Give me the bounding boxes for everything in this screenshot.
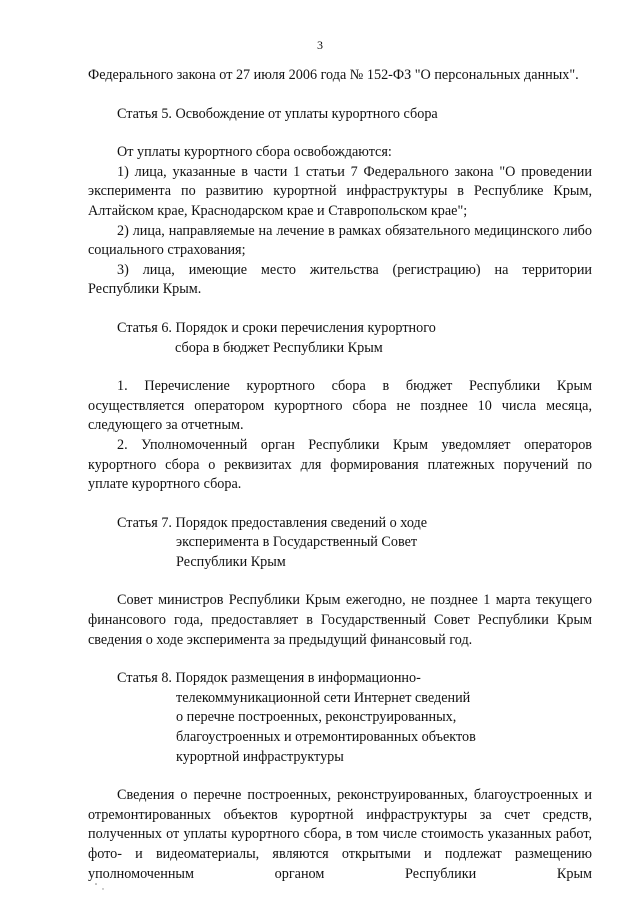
article-heading-line: курортной инфраструктуры <box>176 748 344 765</box>
article-8-heading <box>117 669 592 767</box>
article-5-item-2: 2) лица, направляемые на лечение в рамках обязательного медицинского либо социального страхования; <box>88 222 592 259</box>
document-body <box>88 66 592 884</box>
scan-dots <box>90 880 120 894</box>
article-5-heading <box>117 105 592 125</box>
page-number: 3 <box>317 38 323 52</box>
article-7-heading <box>117 514 592 573</box>
article-heading-line: благоустроенных и отремонтированных объектов <box>176 729 476 746</box>
article-heading-line: Республики Крым <box>176 553 286 570</box>
article-8-paragraph-1: Сведения о перечне построенных, реконструированных, благоустроенных и отремонтированных объектов курортной инфраструктуры за счет средств, полученных от уплаты курортного сбора, в том числе стоимость указанных работ, фото- и видеоматериалы, являются открытыми и подлежат размещению уполномоченным органом Республики Крым <box>88 787 592 882</box>
article-5-intro: От уплаты курортного сбора освобождаются: <box>117 144 392 161</box>
continuation-paragraph: Федерального закона от 27 июля 2006 года № 152-ФЗ "О персональных данных". <box>88 67 579 83</box>
article-heading-line: Статья 5. Освобождение от уплаты курортного сбора <box>117 105 438 122</box>
article-heading-line: сбора в бюджет Республики Крым <box>175 339 383 356</box>
article-heading-line: о перечне построенных, реконструированных, <box>176 709 457 726</box>
article-6-paragraph-1: 1. Перечисление курортного сбора в бюджет Республики Крым осуществляется оператором курортного сбора не позднее 10 числа месяца, следующего за отчетным. <box>88 378 592 434</box>
article-heading-line: Статья 6. Порядок и сроки перечисления курортного <box>117 319 436 336</box>
article-7-paragraph-1: Совет министров Республики Крым ежегодно, не позднее 1 марта текущего финансового года, предоставляет в Государственный Совет Республики Крым сведения о ходе эксперимента за предыдущий финансовый год. <box>88 592 592 648</box>
article-heading-line: телекоммуникационной сети Интернет сведений <box>176 689 471 706</box>
article-heading-line: Статья 8. Порядок размещения в информационно- <box>117 670 421 687</box>
article-heading-line: Статья 7. Порядок предоставления сведений о ходе <box>117 514 428 531</box>
article-5-item-1: 1) лица, указанные в части 1 статьи 7 Федерального закона "О проведении эксперимента по развитию курортной инфраструктуры в Республике Крым, Алтайском крае, Краснодарском крае и Ставропольском крае"; <box>88 163 592 219</box>
article-6-heading <box>117 319 592 358</box>
article-heading-line: эксперимента в Государственный Совет <box>176 534 418 551</box>
article-5-item-3: 3) лица, имеющие место жительства (регистрацию) на территории Республики Крым. <box>88 261 592 298</box>
article-6-paragraph-2: 2. Уполномоченный орган Республики Крым уведомляет операторов курортного сбора о реквизитах для формирования платежных поручений по уплате курортного сбора. <box>88 436 592 493</box>
